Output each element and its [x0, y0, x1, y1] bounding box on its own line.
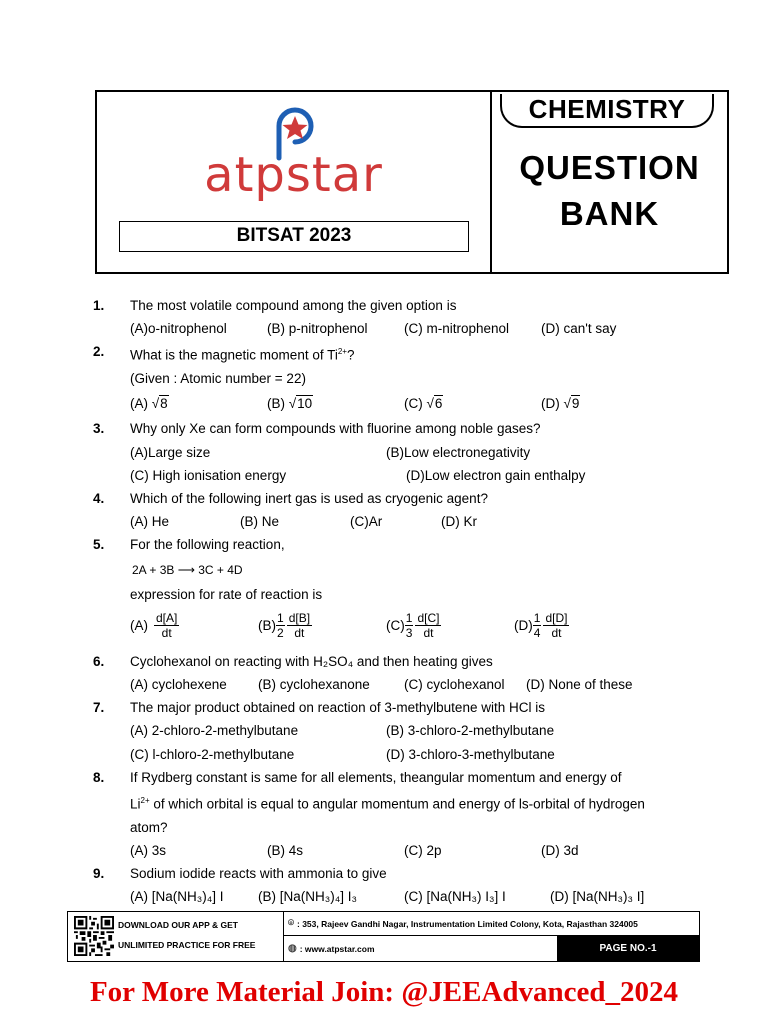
question-8 — [93, 766, 713, 862]
option-b: (B) [Na(NH₃)₄] I₃ — [258, 889, 358, 905]
question-text: Sodium iodide reacts with ammonia to give — [130, 866, 387, 882]
option-a: (A) $\frac{d[A]}{dt}$ — [130, 611, 178, 641]
qr-code-icon — [74, 916, 114, 956]
question-list — [93, 294, 713, 908]
globe-icon: ◍ — [288, 943, 297, 954]
options — [130, 317, 713, 340]
option-b: (B) 4s — [267, 842, 304, 858]
question-text-2: expression for rate of reaction is — [130, 586, 323, 602]
title-line-1: QUESTION — [519, 149, 700, 186]
option-c: (C) [Na(NH₃) I₃] I — [404, 889, 506, 905]
promo-banner: For More Material Join: @JEEAdvanced_2024 — [89, 976, 679, 1008]
option-c: (C) l-chloro-2-methylbutane — [130, 746, 295, 762]
option-d: (D) Kr — [441, 514, 477, 530]
question-6 — [93, 650, 713, 696]
option-b: (B) √10 — [267, 396, 313, 412]
option-d: (D) can't say — [541, 321, 617, 337]
options — [130, 719, 713, 742]
reaction-equation: 2A + 3B ⟶ 3C + 4D — [132, 562, 243, 577]
option-b: (B)Low electronegativity — [386, 444, 531, 460]
option-a: (A) √8 — [130, 396, 168, 412]
question-1 — [93, 294, 713, 340]
subject-panel — [492, 92, 727, 272]
options — [130, 464, 713, 487]
page-number: PAGE NO.-1 — [557, 936, 699, 961]
question-text-3: atom? — [130, 819, 168, 835]
address-row — [284, 912, 699, 936]
options — [130, 441, 713, 464]
option-c: (C) 1 3 $\frac{d[C]}{dt}$ — [386, 611, 440, 641]
option-b: (B) cyclohexanone — [258, 676, 370, 692]
question-given: (Given : Atomic number = 22) — [130, 371, 306, 387]
question-9 — [93, 862, 713, 908]
options — [130, 743, 713, 766]
options — [130, 390, 713, 417]
option-c: (C) 2p — [404, 842, 442, 858]
question-number: 2. — [93, 344, 105, 360]
brand-name: atpstar — [204, 147, 383, 203]
question-text: Why only Xe can form compounds with fluorine among noble gases? — [130, 421, 541, 437]
question-5 — [93, 533, 713, 645]
options — [130, 885, 713, 908]
option-d: (D) None of these — [526, 676, 633, 692]
option-a: (A) cyclohexene — [130, 676, 227, 692]
options — [130, 606, 713, 646]
website[interactable] — [284, 936, 557, 961]
question-number: 8. — [93, 769, 105, 785]
option-a: (A) [Na(NH₃)₄] I — [130, 889, 224, 905]
option-c: (C) √6 — [404, 396, 443, 412]
question-text-2: $Li^{2+}$ of which orbital is equal to angular momentum and energy of ls-orbital of hydrogen — [130, 795, 645, 812]
download-text: DOWNLOAD OUR APP & GET UNLIMITED PRACTICE FOR FREE — [118, 920, 256, 950]
app-download-panel — [68, 912, 284, 961]
option-b: (B) Ne — [240, 514, 280, 530]
question-text: Cyclohexanol on reacting with H₂SO₄ and then heating gives — [130, 653, 493, 669]
page-footer — [67, 911, 700, 962]
options — [130, 673, 713, 696]
question-number: 5. — [93, 537, 105, 553]
header-box — [95, 90, 729, 274]
option-d: (D) √9 — [541, 396, 580, 412]
question-number: 4. — [93, 490, 105, 506]
website-text: : www.atpstar.com — [299, 943, 375, 954]
contact-panel — [284, 912, 699, 961]
option-a: (A)o-nitrophenol — [130, 321, 227, 337]
option-b: (B) 1 2 $\frac{d[B]}{dt}$ — [258, 611, 311, 641]
question-text: Which of the following inert gas is used as cryogenic agent? — [130, 490, 488, 506]
exam-label: BITSAT 2023 — [119, 221, 469, 252]
question-2 — [93, 340, 713, 417]
question-4 — [93, 487, 713, 533]
option-d: (D) [Na(NH₃)₃ I] — [550, 889, 645, 905]
option-a: (A) He — [130, 514, 170, 530]
question-3 — [93, 417, 713, 487]
question-7 — [93, 696, 713, 766]
question-text: The major product obtained on reaction of 3-methylbutene with HCl is — [130, 700, 545, 716]
option-a: (A) 3s — [130, 842, 167, 858]
website-row — [284, 936, 699, 961]
option-a: (A)Large size — [130, 444, 211, 460]
option-d: (D)Low electron gain enthalpy — [406, 467, 586, 483]
location-pin-icon: ⌾ — [288, 918, 294, 929]
option-d: (D) 3d — [541, 842, 579, 858]
option-c: (C) cyclohexanol — [404, 676, 505, 692]
options — [130, 510, 713, 533]
question-number: 1. — [93, 298, 105, 313]
brand-panel — [97, 92, 492, 272]
options — [130, 839, 713, 862]
question-text: If Rydberg constant is same for all elements, theangular momentum and energy of — [130, 769, 622, 785]
subject-label: CHEMISTRY — [500, 94, 714, 128]
question-text: The most volatile compound among the given option is — [130, 298, 457, 313]
option-b: (B) p-nitrophenol — [267, 321, 368, 337]
question-text: What is the magnetic moment of $Ti^{2+}$? — [130, 347, 355, 363]
address-text: : 353, Rajeev Gandhi Nagar, Instrumentation Limited Colony, Kota, Rajasthan 324005 — [297, 918, 638, 929]
option-c: (C) m-nitrophenol — [404, 321, 510, 337]
option-d: (D) 1 4 $\frac{d[D]}{dt}$ — [514, 611, 568, 641]
option-a: (A) 2-chloro-2-methylbutane — [130, 723, 299, 739]
option-d: (D) 3-chloro-3-methylbutane — [386, 746, 555, 762]
question-number: 9. — [93, 866, 105, 882]
question-text: For the following reaction, — [130, 537, 285, 553]
question-number: 7. — [93, 700, 105, 716]
question-number: 6. — [93, 653, 105, 669]
question-number: 3. — [93, 421, 105, 437]
title-line-2: BANK — [559, 195, 660, 232]
option-b: (B) 3-chloro-2-methylbutane — [386, 723, 555, 739]
option-c: (C)Ar — [350, 514, 383, 530]
option-c: (C) High ionisation energy — [130, 467, 287, 483]
